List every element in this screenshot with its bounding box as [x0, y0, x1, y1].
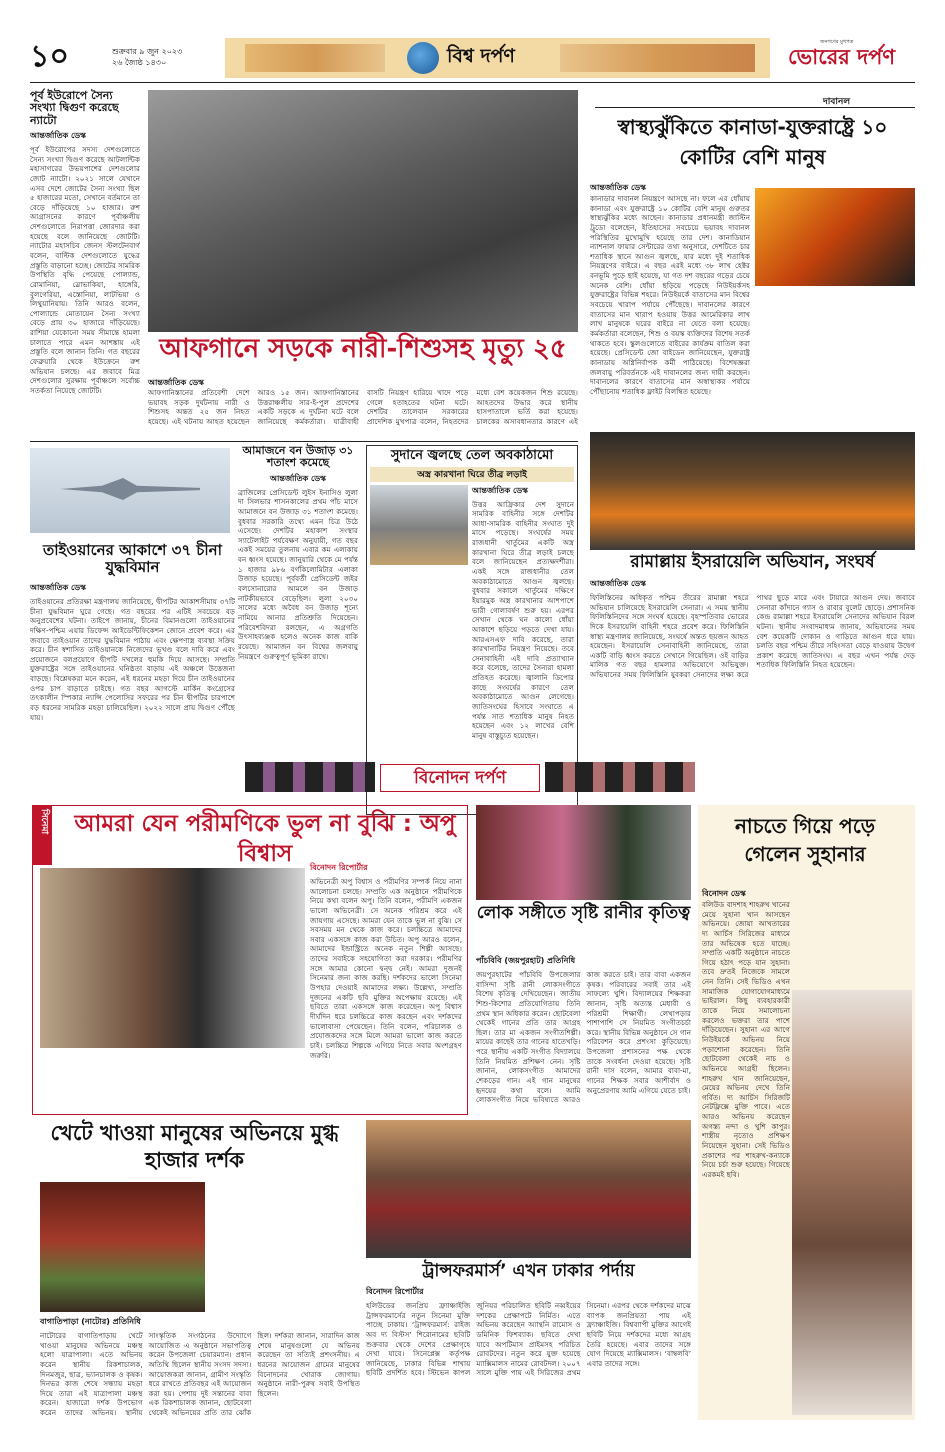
apu-body-overflow — [40, 1052, 305, 1110]
page-number: ১০ — [30, 39, 69, 74]
canada-kicker-rule — [595, 107, 915, 108]
entertainment-banner-title: বিনোদন দর্পণ — [380, 764, 540, 792]
date-line: শুক্রবার ৯ জুন ২০২৩ ২৬ জ্যৈষ্ঠ ১৪৩০ — [112, 47, 183, 68]
folk-byline: পাঁচবিবি (জয়পুরহাট) প্রতিনিধি — [476, 956, 576, 965]
drama-headline: খেটে খাওয়া মানুষের অভিনয়ে মুগ্ধ হাজার দর্শক — [50, 1121, 339, 1173]
skyline-decoration — [245, 44, 385, 72]
canada-kicker: দাবানল — [823, 97, 851, 107]
afghan-headline: আফগানে সড়কে নারী-শিশুসহ মৃত্যু ২৫ — [159, 334, 567, 364]
drama-body: নাটোরের বাগাতিপাড়ায় খেটে খাওয়া মানুষের অভিনয়ে মঞ্চস্থ হলো যাত্রাপালা। এতে অভিনয় করেন স্থানীয় রিকশাচালক, দিনমজুর, ছাত্র, ভ্যানচালক ও কৃষক। দিনভর কাজ শেষে সন্ধ্যায় মহড়া দিয়ে তারা এই যাত্রাপালা মঞ্চস্থ করেন। হাজারো দর্শক উপভোগ করেন তাদের অভিনয়। স্থানীয় সাংস্কৃতিক সংগঠনের উদ্যোগে আয়োজিত এ অনুষ্ঠানে সভাপতিত্ব করেন উপজেলা চেয়ারম্যান। প্রধান অতিথি ছিলেন স্থানীয় সংসদ সদস্য। আয়োজকরা জানান, গ্রামীণ সংস্কৃতি ধরে রাখতে প্রতিবছর এই আয়োজন করা হয়। পেশায় দুই সন্তানের বাবা এক রিকশাচালক জানান, ছোটবেলা থেকেই অভিনয়ের প্রতি তার ঝোঁক ছিল। দর্শকরা জানান, সারাদিন কাজ শেষে মানুষগুলো যে অভিনয় করেছেন তা সত্যিই প্রশংসনীয়। এ ধরনের আয়োজন গ্রামের মানুষের বিনোদনের খোরাক জোগায়। অনুষ্ঠানে নারী-পুরুষ সবাই উপস্থিত ছিলেন। — [40, 1331, 360, 1418]
ramallah-byline: আন্তর্জাতিক ডেস্ক — [590, 579, 646, 588]
masthead-logo: ভোরের দর্পণ — [788, 45, 896, 69]
firefighter-photo — [755, 188, 915, 286]
taiwan-byline: আন্তর্জাতিক ডেস্ক — [30, 583, 86, 592]
apu-headline: আমরা যেন পরীমণিকে ভুল না বুঝি : অপু বিশ্বাস — [74, 811, 456, 867]
film-strip-left — [245, 762, 375, 792]
sudan-body: উত্তর আফ্রিকার দেশ সুদানে সামরিক বাহিনীর সঙ্গে দেশটির আধা-সামরিক বাহিনীর সংঘাত দুই মাসে পড়েছে। সংঘর্ষের সময় রাজধানী খার্তুমের একটি অস্ত্র কারখানা ঘিরে তীব্র লড়াই চলছে বলে জানিয়েছেন প্রত্যক্ষদর্শীরা। একই সঙ্গে রাজধানীর তেল অবকাঠামোতে আগুন জ্বলছে। বুধবার সকালে খার্তুমের দক্ষিণে ইয়ারমুক অস্ত্র কারখানার আশপাশে ভারী গোলাবর্ষণ শুরু হয়। এরপর সেখান থেকে ঘন কালো ধোঁয়া আকাশে ছড়িয়ে পড়তে দেখা যায়। আরএসএফ দাবি করেছে, তারা কারখানাটির নিয়ন্ত্রণ নিয়েছে। তবে সেনাবাহিনী এই দাবি প্রত্যাখ্যান করে বলেছে, তাদের সৈন্যরা হামলা প্রতিহত করেছে। জ্বালানি ডিপোর কাছে সংঘর্ষের কারণে তেল অবকাঠামোতে আগুন লেগেছে। জাতিসংঘের হিসাবে সংঘাতে এ পর্যন্ত সাত শতাধিক মানুষ নিহত হয়েছেন এবং ১২ লাখের বেশি মানুষ বাস্তুচ্যুত হয়েছেন। — [472, 499, 574, 740]
folk-headline: লোক সঙ্গীতে সৃষ্টি রানীর কৃতিত্ব — [476, 903, 691, 923]
suhana-body: বলিউড বাদশাহ শাহরুখ খানের মেয়ে সুহানা খান আসছেন অভিনয়ে। জোয়া আখতারের দ্য আর্চিস সিরিজের মাধ্যমে তার অভিষেক হতে যাচ্ছে। সম্প্রতি একটি অনুষ্ঠানে নাচতে গিয়ে হঠাৎ পড়ে যান সুহানা। তবে দ্রুতই নিজেকে সামলে নেন তিনি। সেই ভিডিও এখন সামাজিক যোগাযোগমাধ্যমে ভাইরাল। কিছু ব্যবহারকারী তাকে নিয়ে সমালোচনা করলেও ভক্তরা তার পাশে দাঁড়িয়েছেন। সুহানা এর আগে নিউইয়র্কে অভিনয় নিয়ে পড়াশোনা করেছেন। তিনি ছোটবেলা থেকেই নাচ ও অভিনয়ে আগ্রহী ছিলেন। শাহরুখ খান জানিয়েছেন, মেয়ের অভিনয় দেখে তিনি গর্বিত। দ্য আর্চিস সিরিজটি নেটফ্লিক্সে মুক্তি পাবে। এতে আরও অভিনয় করেছেন অগস্ত্য নন্দা ও খুশি কাপুর। শাস্ত্রীয় নৃত্যেও প্রশিক্ষণ নিয়েছেন সুহানা। সেই ভিডিও প্রকাশের পর শাহরুখ-কন্যাকে নিয়ে চর্চা শুরু হয়েছে। গিয়েছে এরকমই ছবি। — [702, 900, 790, 1179]
amazon-body: ব্রাজিলের প্রেসিডেন্ট লুইস ইনাসিও লুলা দা সিলভার শাসনকালের প্রথম পাঁচ মাসে আমাজনে বন উজাড় ৩১ শতাংশ কমেছে। বুধবার সরকারি তথ্যে এমন চিত্র উঠে এসেছে। দেশটির মহাকাশ সংস্থার স্যাটেলাইট পর্যবেক্ষণ অনুযায়ী, গত বছর একই সময়ের তুলনায় এবার কম এলাকায় বন ধ্বংস হয়েছে। জানুয়ারি থেকে মে পর্যন্ত ১ হাজার ৯৮৬ বর্গকিলোমিটার এলাকা উজাড় হয়েছে। পূর্ববর্তী প্রেসিডেন্ট জইর বলসোনারোর আমলে বন উজাড় নাটকীয়ভাবে বেড়েছিল। লুলা ২০৩০ সালের মধ্যে অবৈধ বন উজাড় শূন্যে নামিয়ে আনার প্রতিশ্রুতি দিয়েছেন। পরিবেশবিদরা বলছেন, এ অগ্রগতি উৎসাহব্যঞ্জক হলেও অনেক কাজ বাকি রয়েছে। আমাজন বন বিশ্বের জলবায়ু নিয়ন্ত্রণে গুরুত্বপূর্ণ ভূমিকা রাখে। — [238, 487, 358, 661]
film-strip-right — [545, 762, 695, 792]
page-header — [30, 38, 915, 80]
afghan-byline: আন্তর্জাতিক ডেস্ক — [148, 378, 204, 387]
transformers-body: হলিউডের জনপ্রিয় ফ্র্যাঞ্চাইজি ট্রান্সফরমার্সের নতুন সিনেমা মুক্তি পাচ্ছে ঢাকায়। ‘ট্রান্সফরমার্স: রাইজ অব দ্য বিস্টস’ শিরোনামের ছবিটি শুক্রবার থেকে দেশের প্রেক্ষাগৃহে দেখা যাবে। সিনেপ্লেক্স কর্তৃপক্ষ জানিয়েছে, ঢাকার বিভিন্ন শাখায় ছবিটি প্রদর্শিত হবে। স্টিভেন কাপল জুনিয়র পরিচালিত ছবিটি নব্বইয়ের দশকের প্রেক্ষাপটে নির্মিত। এতে অভিনয় করেছেন অ্যান্থনি রামোস ও ডমিনিক ফিশব্যাক। ছবিতে দেখা যাবে অপটিমাস প্রাইমসহ পরিচিত রোবটদের। নতুন করে যুক্ত হয়েছে ম্যাক্সিমালস নামের রোবটদল। ২০০৭ সালে মুক্তি পায় এই সিরিজের প্রথম সিনেমা। এরপর থেকে দর্শকদের মাঝে ব্যাপক জনপ্রিয়তা পায় এই ফ্র্যাঞ্চাইজি। বিশ্বব্যাপী মুক্তির আগেই ছবিটি নিয়ে দর্শকদের মধ্যে আগ্রহ তৈরি হয়েছে। এবার তাদের সঙ্গে যোগ দিয়েছে ম্যাক্সিমালস। ‘বাম্বলবি’ এবার তাদের সঙ্গে। — [366, 1301, 691, 1378]
suhana-headline: নাচতে গিয়ে পড়ে গেলেন সুহানার — [734, 814, 876, 866]
masthead-tag: জনগণের মুখপত্র — [820, 39, 854, 45]
nato-byline: আন্তর্জাতিক ডেস্ক — [30, 130, 86, 140]
taiwan-article — [30, 582, 235, 817]
transformers-headline: ট্রান্সফরমার্স’ এখন ঢাকার পর্দায় — [422, 1261, 635, 1281]
nato-article — [30, 90, 140, 435]
folk-body: জয়পুরহাটের পাঁচবিবি উপজেলার বাসিন্দা সৃষ্টি রানী লোকসংগীতে বিশেষ কৃতিত্ব দেখিয়েছেন। জাতীয় শিশু-কিশোর প্রতিযোগিতায় তিনি প্রথম স্থান অধিকার করেন। ছোটবেলা থেকেই গানের প্রতি তার আগ্রহ ছিল। তার মা একজন সংগীতশিল্পী। মায়ের কাছেই তার গানের হাতেখড়ি। পরে স্থানীয় একটি সংগীত বিদ্যালয়ে তিনি নিয়মিত প্রশিক্ষণ নেন। সৃষ্টি জানান, লোকসংগীত আমাদের শেকড়ের গান। এই গান মানুষের হৃদয়ের কথা বলে। আমি লোকসংগীত নিয়ে ভবিষ্যতে আরও কাজ করতে চাই। তার বাবা একজন কৃষক। পরিবারের সবাই তার এই সাফল্যে খুশি। বিদ্যালয়ের শিক্ষকরা জানান, সৃষ্টি অত্যন্ত মেধাবী ও পরিশ্রমী শিক্ষার্থী। লেখাপড়ার পাশাপাশি সে নিয়মিত সংগীতচর্চা করে। স্থানীয় বিভিন্ন অনুষ্ঠানে সে গান পরিবেশন করে প্রশংসা কুড়িয়েছে। উপজেলা প্রশাসনের পক্ষ থেকে তাকে সংবর্ধনা দেওয়া হয়েছে। সৃষ্টি রানী দাস বলেন, আমার বাবা-মা, গানের শিক্ষক সবার আশীর্বাদ ও অনুপ্রেরণায় আমি এগিয়ে যেতে চাই। — [476, 970, 691, 1105]
suhana-photo — [792, 990, 912, 1415]
drama-article — [40, 1316, 360, 1416]
smoke-photo — [370, 485, 468, 565]
ramallah-headline: রামাল্লায় ইসরায়েলি অভিযান, সংঘর্ষ — [630, 552, 875, 572]
suhana-byline: বিনোদন ডেস্ক — [702, 889, 746, 898]
amazon-byline: আন্তর্জাতিক ডেস্ক — [270, 473, 326, 483]
apu-article — [310, 862, 462, 1112]
globe-icon — [407, 42, 439, 74]
skyline-decoration-right — [560, 44, 755, 72]
amazon-headline: আমাজনে বন উজাড় ৩১ শতাংশ কমেছে — [242, 444, 354, 470]
nato-headline: পূর্ব ইউরোপে সৈন্য সংখ্যা দ্বিগুণ করেছে ন্যাটো — [30, 89, 119, 127]
apu-tag: সিনেমা — [32, 805, 52, 865]
taiwan-body: তাইওয়ানের প্রতিরক্ষা মন্ত্রণালয় জানিয়েছে, দ্বীপটির আকাশসীমায় ৩৭টি চীনা যুদ্ধবিমান ঘুরে গেছে। গত বছরের পর এটিই সবচেয়ে বড় অনুপ্রবেশের ঘটনা। তাইপে জানায়, চীনের বিমানগুলো তাইওয়ানের দক্ষিণ-পশ্চিম এয়ার ডিফেন্স আইডেন্টিফিকেশন জোনে প্রবেশ করে। এর জবাবে তাইওয়ান তাদের যুদ্ধবিমান পাঠায় এবং ক্ষেপণাস্ত্র ব্যবস্থা সক্রিয় করে। চীন স্বশাসিত তাইওয়ানকে নিজেদের ভূখণ্ড বলে দাবি করে এবং প্রয়োজনে বলপ্রয়োগে দ্বীপটি দখলের হুমকি দিয়ে আসছে। সম্প্রতি যুক্তরাষ্ট্রের সঙ্গে তাইওয়ানের ঘনিষ্ঠতা বাড়ায় এই অঞ্চলে উত্তেজনা বাড়ছে। বিশ্লেষকরা মনে করেন, এই ধরনের মহড়া দিয়ে চীন তাইওয়ানের ওপর চাপ বাড়াতে চাইছে। গত বছর আগস্টে মার্কিন কংগ্রেসের তৎকালীন স্পিকার ন্যান্সি পেলোসির সফরের পর চীন দ্বীপটির চারপাশে বড় ধরনের সামরিক মহড়া চালিয়েছিল। ২০২২ সালে প্রায় দ্বিগুণ পৌঁছে যায়। — [30, 597, 235, 722]
transformers-article — [366, 1286, 691, 1416]
apu-body: অভিনেত্রী অপু বিশ্বাস ও পরীমণির সম্পর্ক নিয়ে নানা আলোচনা চলছে। সম্প্রতি এক অনুষ্ঠানে পরীমণিকে নিয়ে কথা বলেন অপু। তিনি বলেন, পরীমণি একজন ভালো অভিনেত্রী। সে অনেক পরিশ্রম করে এই জায়গায় এসেছে। আমরা যেন তাকে ভুল না বুঝি। সে সবসময় মন থেকে কাজ করে। চলচ্চিত্রে আমাদের সবার একসঙ্গে কাজ করা উচিত। অপু আরও বলেন, আমাদের ইন্ডাস্ট্রিতে অনেক নতুন শিল্পী আসছে। তাদের সবাইকে সহযোগিতা করা দরকার। পরীমণির সঙ্গে আমার কোনো দ্বন্দ্ব নেই। আমরা দুজনই সিনেমার জন্য কাজ করছি। দর্শকদের ভালো সিনেমা উপহার দেওয়াই আমাদের লক্ষ্য। উল্লেখ্য, সম্প্রতি দুজনের একটি ছবি মুক্তির অপেক্ষায় রয়েছে। এই ছবিতে তারা একসঙ্গে কাজ করেছেন। অপু বিশ্বাস দীর্ঘদিন ধরে চলচ্চিত্রে কাজ করছেন এবং দর্শকদের ভালোবাসা পেয়েছেন। তিনি বলেন, পরিচালক ও প্রযোজকদের সঙ্গে মিলে আমরা ভালো কাজ করতে চাই। চলচ্চিত্র শিল্পকে এগিয়ে নিতে সবার অংশগ্রহণ জরুরি। — [310, 877, 462, 1060]
apu-byline: বিনোদন রিপোর্টার — [310, 863, 368, 872]
afghan-photo — [148, 90, 578, 332]
section-title: বিশ্ব দর্পণ — [447, 45, 515, 67]
header-rule — [30, 82, 915, 83]
section-banner — [225, 38, 770, 78]
drama-photo — [40, 1182, 205, 1312]
ramallah-body: ফিলিস্তিনের অধিকৃত পশ্চিম তীরের রামাল্লা শহরে অভিযান চালিয়েছে ইসরায়েলি সেনারা। এ সময় স্থানীয় ফিলিস্তিনিদের সঙ্গে সংঘর্ষ হয়েছে। বৃহস্পতিবার ভোরের দিকে ইসরায়েলি বাহিনী শহরে প্রবেশ করে। ফিলিস্তিনি স্বাস্থ্য মন্ত্রণালয় জানিয়েছে, সংঘর্ষে অন্তত ছয়জন আহত হয়েছেন। ইসরায়েলি সেনাবাহিনী জানিয়েছে, তারা একটি বাড়ি ধ্বংস করতে সেখানে গিয়েছিল। ওই বাড়ির মালিক গত বছর হামলার অভিযোগে অভিযুক্ত। অভিযানের সময় ফিলিস্তিনি যুবকরা সেনাদের লক্ষ্য করে পাথর ছুড়ে মারে এবং টায়ারে আগুন দেয়। জবাবে সেনারা কাঁদানে গ্যাস ও রাবার বুলেট ছোড়ে। প্রশাসনিক কেন্দ্র রামাল্লা শহরে ইসরায়েলি সেনাদের অভিযান বিরল ঘটনা। স্থানীয় সংবাদমাধ্যম জানায়, অভিযানের সময় বেশ কয়েকটি দোকান ও গাড়িতে আগুন ধরে যায়। চলতি বছর পশ্চিম তীরে সহিংসতা বেড়ে যাওয়ায় উদ্বেগ প্রকাশ করেছে জাতিসংঘ। এ বছর এখন পর্যন্ত দেড় শতাধিক ফিলিস্তিনি নিহত হয়েছেন। — [590, 593, 915, 680]
ramallah-photo — [590, 432, 915, 550]
transformers-photo — [366, 1120, 691, 1258]
drama-body-top — [210, 1182, 360, 1312]
sudan-box — [366, 445, 578, 815]
canada-body: কানাডার দাবানল নিয়ন্ত্রণে আসছে না। ফলে এর ধোঁয়ায় কানাডা এবং যুক্তরাষ্ট্রে ১০ কোটির বেশি মানুষ গুরুতর স্বাস্থ্যঝুঁকির মধ্যে আছেন। কানাডার প্রধানমন্ত্রী জাস্টিন ট্রুডো বলেছেন, ইতিহাসের সবচেয়ে ভয়াবহ দাবানল পরিস্থিতির মুখোমুখি হয়েছে তার দেশ। কানাডিয়ান ন্যাশনাল ফায়ার সেন্টারের তথ্য অনুসারে, দেশটিতে চার শতাধিক স্থানে আগুন জ্বলছে, যার মধ্যে দুই শতাধিক নিয়ন্ত্রণের বাইরে। এ বছর এরই মধ্যে ৩৮ লাখ হেক্টর বনভূমি পুড়ে ছাই হয়েছে, যা গত দশ বছরের গড়ের চেয়ে অনেক বেশি। ধোঁয়া ছড়িয়ে পড়েছে নিউইয়র্কসহ যুক্তরাষ্ট্রের বিভিন্ন শহরে। নিউইয়র্কে বাতাসের মান বিশ্বের সবচেয়ে খারাপ পর্যায়ে পৌঁছেছে। দাবানলের কারণে বাতাসের মান খারাপ হওয়ায় উত্তর আমেরিকার লাখ লাখ মানুষকে ঘরের বাইরে না যেতে বলা হয়েছে। কর্মকর্তারা বলেছেন, শিশু ও বয়স্ক ব্যক্তিদের বিশেষ সতর্ক থাকতে হবে। স্কুলগুলোতে বাইরের কার্যক্রম বাতিল করা হয়েছে। প্রেসিডেন্ট জো বাইডেন জানিয়েছেন, যুক্তরাষ্ট্র কানাডায় অগ্নিনির্বাপক কর্মী পাঠিয়েছে। বিশেষজ্ঞরা জলবায়ু পরিবর্তনকে এই দাবানলের জন্য দায়ী করছেন। দাবানলের কারণে বাতাসের মান অস্বাস্থ্যকর পর্যায়ে পৌঁছানোয় শতাধিক ফ্লাইট বিলম্বিত হয়েছে। — [590, 194, 750, 396]
jet-photo — [30, 448, 230, 533]
afghan-body: আফগানিস্তানের প্রতিবেশী দেশে ভয়াবহ সড়ক দুর্ঘটনায় নারী ও শিশুসহ অন্তত ২৫ জন নিহত হয়েছে। এই ঘটনায় আহত হয়েছেন আরও ১৫ জন। আফগানিস্তানের উত্তরাঞ্চলীয় সার-ই-পুল প্রদেশের একটি সড়কে এ দুর্ঘটনা ঘটে বলে জানিয়েছে কর্মকর্তারা। যাত্রীবাহী বাসটি নিয়ন্ত্রণ হারিয়ে খাদে পড়ে গেলে হতাহতের ঘটনা ঘটে। দেশটির তালেবান সরকারের প্রাদেশিক মুখপাত্র বলেন, নিহতদের মধ্যে বেশ কয়েকজন শিশু রয়েছে। আহতদের উদ্ধার করে স্থানীয় হাসপাতালে ভর্তি করা হয়েছে। চালকের অসাবধানতার কারণে এই — [148, 388, 578, 426]
suhana-body-right — [792, 900, 912, 985]
drama-byline: বাগাতিপাড়া (নাটোর) প্রতিনিধি — [40, 1317, 141, 1326]
apu-photo — [40, 868, 305, 1048]
nato-body: পূর্ব ইউরোপের সদস্য দেশগুলোতে সৈন্য সংখ্যা দ্বিগুণ করেছে আটলান্টিক মহাসাগরের উভয়পাশের দেশগুলোর জোট ন্যাটো। ২০২১ সালে যেখানে এসব দেশে জোটের সৈন্য সংখ্যা ছিল ৫ হাজারের মতো, সেখানে বর্তমানে তা বেড়ে দাঁড়িয়েছে ১০ হাজার। রুশ আগ্রাসনের কারণে পূর্বাঞ্চলীয় দেশগুলোতে নিরাপত্তা জোরদার করা হয়েছে বলে জানিয়েছে জোটটি। ন্যাটোর মহাসচিব জেনস স্টলটেনবার্গ বলেন, বাল্টিক দেশগুলোতে যুদ্ধের প্রস্তুতি বাড়ানো হচ্ছে। জোটের সামরিক উপস্থিতি বৃদ্ধি পেয়েছে পোল্যান্ড, রোমানিয়া, স্লোভাকিয়া, হাঙ্গেরি, বুলগেরিয়া, এস্তোনিয়া, লাটভিয়া ও লিথুয়ানিয়ায়। তিনি আরও বলেন, পোল্যান্ডে মোতায়েন সৈন্য সংখ্যা বেড়ে প্রায় ৩০ হাজারে দাঁড়িয়েছে। রাশিয়া যেকোনো সময় সীমান্তে হামলা চালাতে পারে এমন আশঙ্কায় এই প্রস্তুতি বলে জানান তিনি। গত বছরের ফেব্রুয়ারি থেকে ইউক্রেনে রুশ অভিযান চলছে। এর জবাবে মিত্র দেশগুলোর সুরক্ষায় পূর্বাঞ্চলে সর্বোচ্চ সতর্কতা নিয়েছে জোটটি। — [30, 144, 140, 395]
transformers-byline: বিনোদন রিপোর্টার — [366, 1287, 424, 1296]
amazon-article — [238, 445, 358, 815]
taiwan-headline: তাইওয়ানের আকাশে ৩৭ চীনা যুদ্ধবিমান — [43, 541, 222, 576]
sudan-subhead: অস্ত্র কারখানা ঘিরে তীব্র লড়াই — [370, 467, 574, 482]
folk-photo — [476, 805, 691, 900]
canada-headline: স্বাস্থ্যঝুঁকিতে কানাডা-যুক্তরাষ্ট্রে ১০ কোটির বেশি মানুষ — [617, 115, 888, 169]
sudan-byline: আন্তর্জাতিক ডেস্ক — [472, 485, 528, 495]
canada-byline: আন্তর্জাতিক ডেস্ক — [590, 183, 646, 192]
sudan-headline: সুদানে জ্বলছে তেল অবকাঠামো — [390, 448, 554, 463]
row-rule-1 — [30, 441, 578, 442]
folk-article — [476, 955, 691, 1113]
jet-silhouette — [60, 478, 200, 500]
